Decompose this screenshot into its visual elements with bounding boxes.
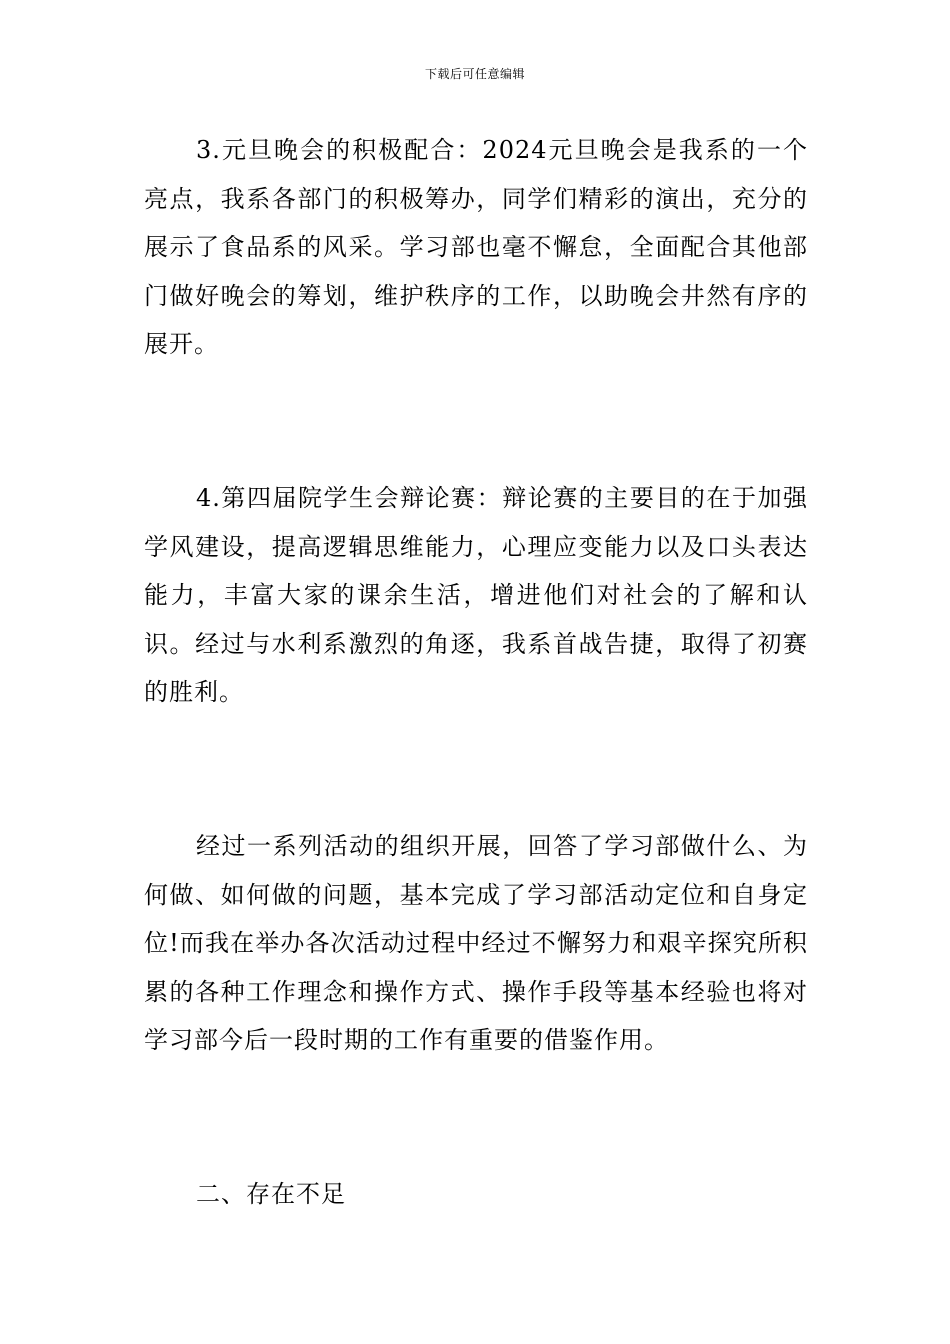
paragraph-summary: 经过一系列活动的组织开展，回答了学习部做什么、为何做、如何做的问题，基本完成了学习部活动定位和自身定位!而我在举办各次活动过程中经过不懈努力和艰辛探究所积累的各种工作理念和操作方式、操作手段等基本经验也将对学习部今后一段时期的工作有重要的借鉴作用。 — [144, 832, 808, 1054]
header-note: 下载后可任意编辑 — [424, 67, 525, 81]
paragraph-new-year-gala: 3.元旦晚会的积极配合：2024元旦晚会是我系的一个亮点，我系各部门的积极筹办，同学们精彩的演出，充分的展示了食品系的风采。学习部也毫不懈怠，全面配合其他部门做好晚会的筹划，维护秩序的工作，以助晚会井然有序的展开。 — [144, 136, 808, 358]
paragraph-debate-contest: 4.第四届院学生会辩论赛：辩论赛的主要目的在于加强学风建设，提高逻辑思维能力，心理应变能力以及口头表达能力，丰富大家的课余生活，增进他们对社会的了解和认识。经过与水利系激烈的角逐，我系首战告捷，取得了初赛的胜利。 — [144, 484, 808, 706]
section-heading-shortcomings: 二、存在不足 — [196, 1180, 346, 1208]
